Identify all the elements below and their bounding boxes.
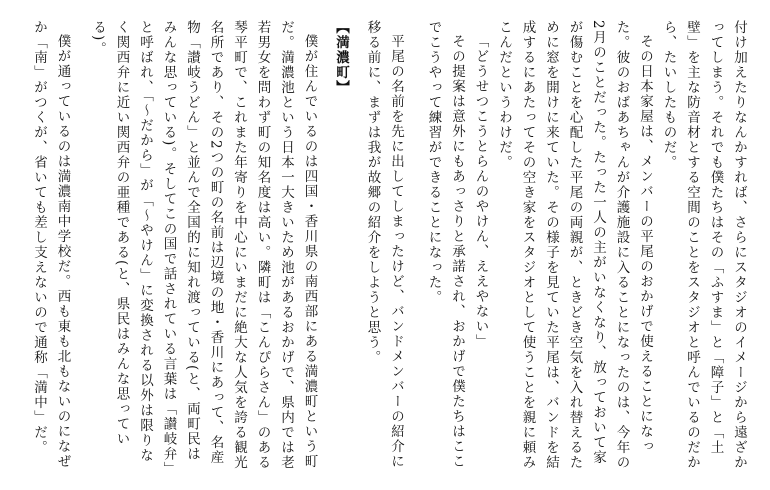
dialogue-line: 「どうせつこうとらんのやけん、ええやない」 — [472, 33, 489, 349]
paragraph-6: 僕が通っているのは満濃南中学校だ。西も東も北もないのになぜか「南」がつくが、省いても差し支えないので通称「満中」だ。 — [31, 20, 71, 469]
paragraph-4: 平尾の名前を先に出してしまったけど、バンドメンバーの紹介に移る前に、まずは我が故郷の紹介をしようと思う。 — [364, 20, 404, 469]
paragraph-5: 僕が住んでいるのは四国・香川県の南西部にある満濃町という町だ。満濃池という日本一大きいため池があるおかげで、県内では老若男女を問わず町の知名度は高い。隣町は「こんぴらさん」のある琴平町で、これまた年寄りを中心にいまだに絶大な人気を誇る観光名所であり、その2つの町の名前は辺境の地・香川にあって、名産物「讃岐うどん」と並んで全国的に知れ渡っている(と、両町民はみんな思っている)。そしてこの国で話されている言葉は「讃岐弁」と呼ばれ、「〜だから」が「〜やけん」に変換される以外は限りなく関西弁に近い関西弁の亜種である(と、県民はみんな思っている)。 — [90, 20, 318, 471]
paragraph-3: その提案は意外にもあっさりと承諾され、おかげで僕たちはここでこうやって練習ができることになった。 — [425, 20, 465, 469]
paragraph-1: 付け加えたりなんかすれば、さらにスタジオのイメージから遠ざかってしまう。それでも僕たちはその「ふすま」と「障子」と「土壁」を主な防音材とする空間のことをスタジオと呼んでいるのだから、たいしたものだ。 — [660, 20, 747, 470]
paragraph-2: その日本家屋は、メンバーの平尾のおかげで使えることになった。彼のおばあちゃんが介護施設に入ることになったのは、今年の2月のことだった。たった一人の主がいなくなり、放っておいて家が傷むことを心配した平尾の両親が、ときどき空気を入れ替えるために窓を開けに来ていた。その様子を見ていた平尾は、バンドを結成するにあたってその空き家をスタジオとして使うことを親に頼みこんだというわけだ。 — [496, 20, 653, 470]
section-heading: 【満濃町】 — [333, 20, 349, 95]
